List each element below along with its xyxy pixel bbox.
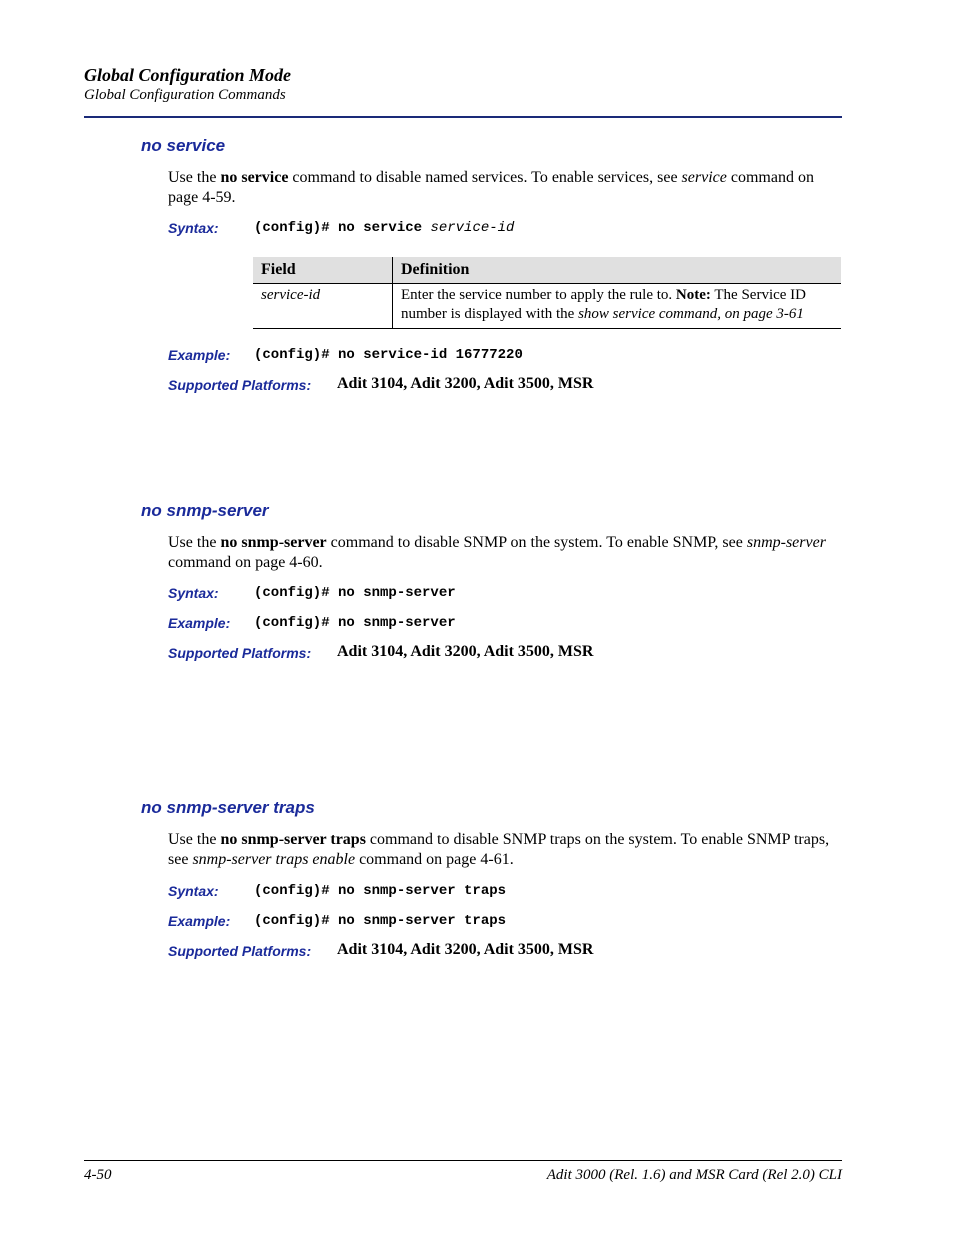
syntax-code: (config)# no snmp-server traps [254,883,507,899]
example-label: Example: [168,347,231,363]
supported-platforms-label: Supported Platforms: [168,377,312,393]
example-code: (config)# no snmp-server [254,615,456,631]
document-title: Adit 3000 (Rel. 1.6) and MSR Card (Rel 2.0) CLI [546,1167,842,1183]
example-label: Example: [168,615,231,631]
syntax-code: (config)# no snmp-server [254,585,456,601]
column-header-definition: Definition [393,257,842,284]
supported-platforms-value: Adit 3104, Adit 3200, Adit 3500, MSR [337,375,594,392]
example-label: Example: [168,913,231,929]
section-title-no-snmp-server: no snmp-server [141,501,269,520]
syntax-label: Syntax: [168,220,219,236]
table-cell-field: service-id [253,284,393,329]
supported-platforms-value: Adit 3104, Adit 3200, Adit 3500, MSR [337,941,594,958]
section-title-no-service: no service [141,136,226,155]
syntax-label: Syntax: [168,883,219,899]
table-cell-definition: Enter the service number to apply the rule to. Note: The Service ID number is displayed with the show service command, on page 3-61 [393,284,842,329]
section-description: Use the no service command to disable named services. To enable services, see service command on page 4-59. [168,169,814,206]
supported-platforms-value: Adit 3104, Adit 3200, Adit 3500, MSR [337,643,594,660]
supported-platforms-label: Supported Platforms: [168,645,312,661]
example-code: (config)# no snmp-server traps [254,913,507,929]
running-header-title: Global Configuration Mode [84,65,292,85]
header-rule [84,116,842,118]
syntax-code: (config)# no service service-id [254,220,515,236]
field-definition-table [253,257,841,329]
footer-rule [84,1160,842,1161]
column-header-field: Field [253,257,393,284]
table-header-row [253,257,841,284]
syntax-label: Syntax: [168,585,219,601]
example-code: (config)# no service-id 16777220 [254,347,523,363]
supported-platforms-label: Supported Platforms: [168,943,312,959]
table-row [253,284,841,329]
page-number: 4-50 [84,1167,112,1183]
section-description: Use the no snmp-server traps command to disable SNMP traps on the system. To enable SNMP traps, see snmp-server traps enable command on page 4-61. [168,831,830,868]
running-header-subtitle: Global Configuration Commands [84,87,286,103]
section-description: Use the no snmp-server command to disable SNMP on the system. To enable SNMP, see snmp-server command on page 4-60. [168,534,826,571]
section-title-no-snmp-server-traps: no snmp-server traps [141,798,315,817]
